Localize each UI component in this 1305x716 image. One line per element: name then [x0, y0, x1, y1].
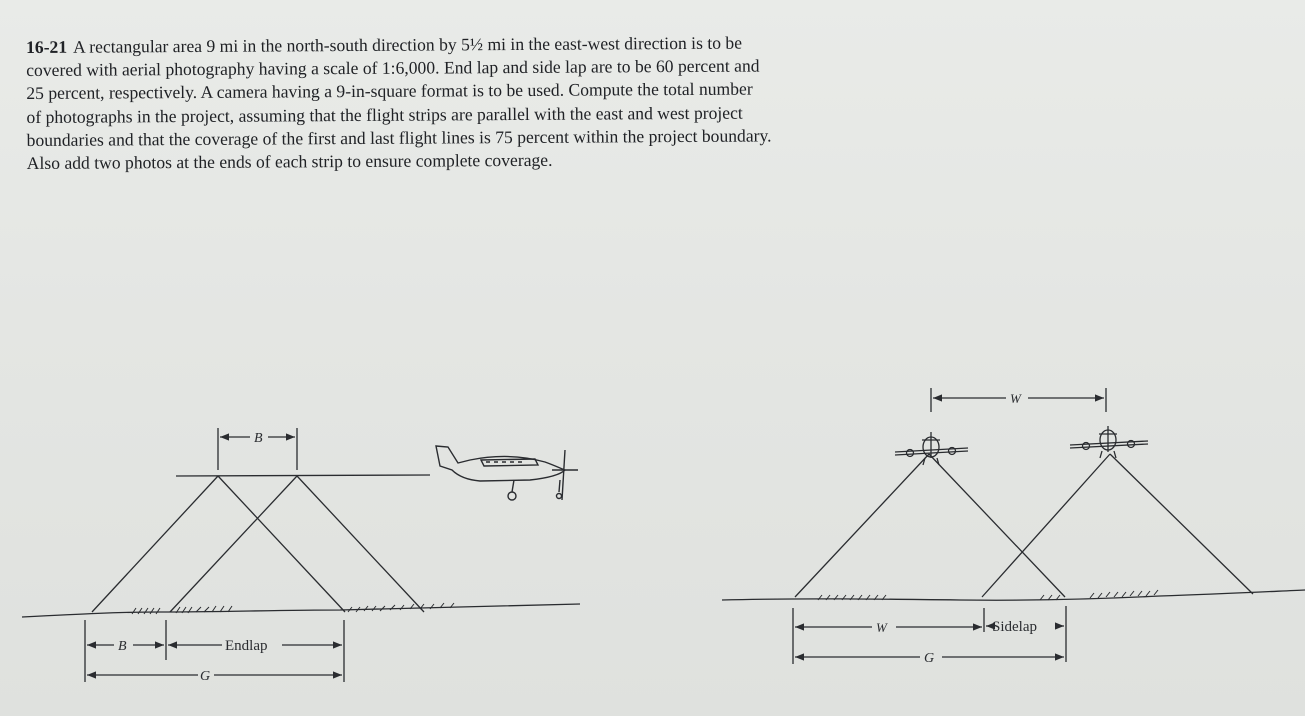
flight-line [176, 475, 430, 476]
label-b-top: B [254, 431, 263, 446]
problem-line-6: Also add two photos at the ends of each strip to ensure complete coverage. [26, 149, 553, 173]
endlap-figure [22, 428, 580, 682]
problem-line-3: 25 percent, respectively. A camera having a 9-in-square format is to be used. Compute the total number [26, 78, 753, 104]
label-g-left: G [200, 669, 211, 684]
exposure-cone-1 [92, 476, 345, 612]
label-w-top: W [1010, 391, 1021, 406]
label-endlap: Endlap [225, 638, 268, 654]
airplane-front-icon-1 [895, 432, 968, 465]
problem-line-5: boundaries and that the coverage of the first and last flight lines is 75 percent within the project boundary. [26, 125, 772, 150]
label-g-right: G [924, 651, 935, 666]
problem-number: 16-21 [26, 36, 68, 57]
airplane-front-icon-2 [1070, 426, 1148, 458]
problem-line-2: covered with aerial photography having a scale of 1:6,000. End lap and side lap are to be 60 percent and [26, 55, 760, 81]
ground-line [22, 604, 580, 617]
problem-line-1: 16-21 A rectangular area 9 mi in the north-south direction by 5½ mi in the east-west direction is to be [26, 32, 743, 57]
exposure-cone-2 [170, 476, 424, 612]
problem-line-4: of photographs in the project, assuming that the flight strips are parallel with the east and west project [26, 102, 743, 127]
label-b-bottom: B [118, 639, 127, 654]
label-sidelap: Sidelap [992, 619, 1037, 635]
ground-line-right [722, 590, 1305, 600]
sidelap-cone-1 [795, 454, 1065, 597]
airplane-side-icon [436, 446, 578, 500]
label-w-bottom: W [876, 620, 887, 635]
sidelap-cone-2 [982, 454, 1253, 597]
